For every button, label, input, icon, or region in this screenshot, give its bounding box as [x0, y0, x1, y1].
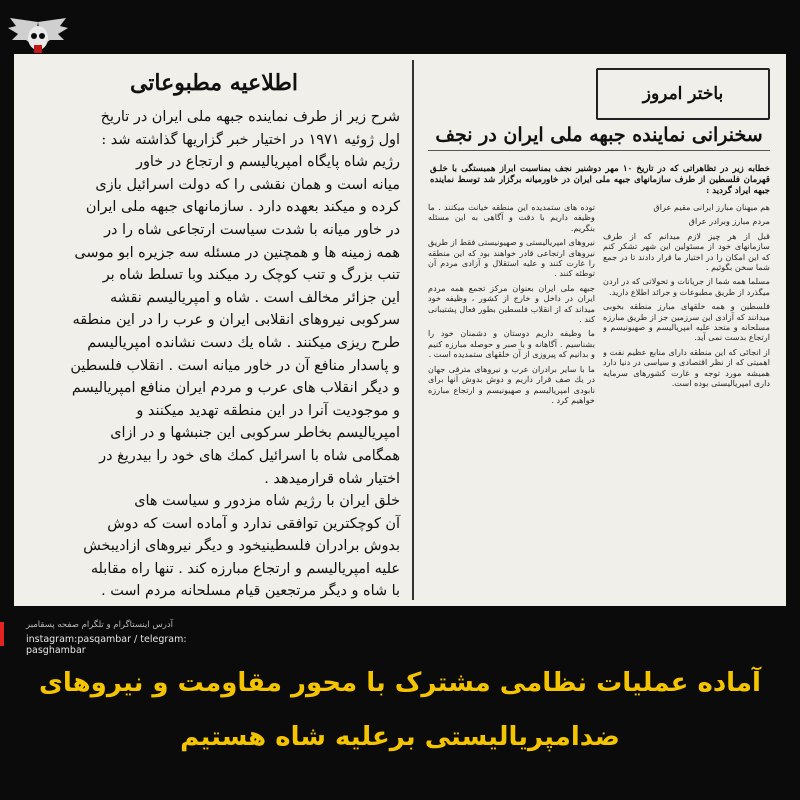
press-line: این جزائر مخالف است . شاه و امپریالیسم نقشه: [109, 289, 400, 306]
article-intro: خطابه زیر در تظاهراتی که در تاریخ ۱۰ مهر دوشنبر نجف بمناسبت ابراز همبستگی با خلـق قهرمان فلسطین از طرف سازمانهای جبهه ملی ایران در خاورمیانه برگزار شد توسط نماینده جبهه ایراد گردید :: [430, 164, 770, 196]
article-headline: سخنرانی نماینده جبهه ملی ایران در نجف: [428, 124, 770, 151]
article-paragraph: توده های ستمدیده این منطقه خیانت میکنند . ما وظیفه داریم با دقت و آگاهی به این مسئله بنگریم.: [428, 202, 595, 233]
press-line: رژیم شاه پایگاه امپریالیسم و ارتجاع در خاور: [136, 154, 400, 171]
social-handle-accounts: instagram:pasqambar / telegram: pasghambar: [26, 634, 187, 656]
article-paragraph: جبهه ملی ایران بعنوان مرکز تجمع همه مردم ایران در داخل و خارج از کشور ، وظیفه خود میداند که از انقلاب فلسطین بطور فعال پشتیبانی کند .: [428, 282, 595, 325]
article-paragraph: ما وظیفه داریم دوستان و دشمنان خود را بشناسیم . آگاهانه و با صبر و حوصله مبارزه کنیم و بدانیم که پیروزی از آن خلقهای ستمدیده است .: [428, 328, 595, 360]
press-line: با شاه و دیگر مرتجعین قیام مسلحانه مردم است .: [101, 583, 400, 600]
press-line: شرح زیر از طرف نماینده جبهه ملی ایران در تاریخ: [100, 109, 400, 125]
press-line: بدوش برادران فلسطینیخود و دیگر نیروهای ازادیبخش: [83, 538, 400, 555]
press-line: تنب بزرگ و تنب کوچک رد میکند وبا تسلط شاه بر: [102, 267, 400, 284]
caption-line-1: آماده عملیات نظامی مشترک با محور مقاومت و نیروهای: [39, 668, 761, 698]
press-release-title: اطلاعیه مطبوعاتی: [129, 70, 299, 96]
press-line: اختیار شاه قرارمیدهد .: [264, 470, 400, 487]
press-line: آن کوچکترین توافقی ندارد و آماده است که دوش: [107, 515, 400, 532]
press-line: و دیگر انقلاب های عرب و مردم ایران منافع امپریالیسم: [71, 380, 400, 397]
press-line: و پاسدار منافع آن در خاور میانه است . انقلاب فلسطین: [70, 357, 400, 374]
article-paragraph: هم میهنان مبارز ایرانی مقیم عراق: [653, 202, 770, 212]
speech-article-column: [420, 60, 780, 600]
article-paragraph: مردم مبارز وبرادر عراق: [688, 216, 770, 227]
press-line: طرح ریزی میکنند . شاه یك دست نشانده امپریالیسم: [87, 334, 400, 351]
article-paragraph: فلسطین و همه خلقهای مبارز منطقه بخوبی میدانند که آزادی این سرزمین جز از طریق مبارزه مسلحانه و متحد علیه امپریالیسم و صهیونیسم و ارتجاع بدست نمی آید.: [603, 301, 770, 343]
article-paragraph: ما با سایر برادران عرب و نیروهای مترقی جهان در یك صف قرار داریم و دوش بدوش آنها برای نابودی امپریالیسم و صهیونیسم و ارتجاع مبارزه خواهیم کرد .: [428, 363, 595, 405]
newspaper-clipping: [14, 54, 786, 606]
press-release-body: [18, 106, 410, 603]
press-line: خلق ایران با رژیم شاه مزدور و سیاست های: [134, 493, 400, 510]
accent-bar: [0, 622, 4, 646]
social-handle: [0, 618, 240, 656]
article-paragraph: قبل از هر چیز لازم میدانم که از طرف سازمانهای خود از مسئولین این شهر تشکر کنم که این امکان را در اختیار ما قرار دادند تا در جمع شما سخن بگوئیم .: [603, 230, 770, 273]
press-line: همه زمینه ها و همچنین در مسئله سه جزیره ابو موسی: [74, 244, 400, 261]
press-release-column: [18, 62, 410, 602]
source-label: باختر امروز: [596, 68, 770, 120]
press-line: در خاور میانه با شدت سیاست ارتجاعی شاه را در: [104, 221, 400, 238]
press-line: و موجودیت آنرا در این منطقه تهدید میکنند و: [136, 402, 400, 419]
caption-headline: [20, 656, 780, 764]
press-line: کرده و میکند بعهده دارد . سازمانهای جبهه ملی ایران: [85, 199, 400, 216]
article-subcolumn-left: [428, 202, 595, 594]
caption-line-2: ضدامپریالیستی برعلیه شاه هستیم: [180, 722, 620, 752]
press-line: میانه است و همان نقشی را که دولت اسرائیل بازی: [95, 176, 400, 193]
social-handle-label: آدرس اینستاگرام و تلگرام صفحه پسقامبر: [26, 620, 174, 630]
press-line: امپریالیسم بخاطر سرکوبی این جنبشها و در ازای: [110, 425, 400, 442]
press-line: اول ژوئیه ۱۹۷۱ در اختیار خبر گزاریها گذاشته شد :: [101, 131, 400, 148]
article-paragraph: از انجائی که این منطقه دارای منابع عظیم نفت و اهمیتی که از نظر اقتصادی و سیاسی در دنیا دارد همیشه مورد توجه و غارت کشورهای سرمایه داری امپریالیستی بوده است.: [603, 346, 770, 389]
article-subcolumn-right: [603, 202, 770, 594]
article-body: [428, 202, 770, 594]
column-divider: [412, 60, 414, 600]
press-line: همگامی شاه با اسرائیل کمك های خود را بیدریغ در: [99, 447, 400, 464]
article-paragraph: نیروهای امپریالیستی و صهیونیستی فقط از طریق نیروهای ارتجاعی قادر خواهند بود که این منطقه را غارت کنند و علیه استقلال و آزادی مردم آن توطئه کنند .: [428, 237, 595, 279]
article-paragraph: مسلما همه شما از جریانات و تحولاتی که در اردن میگذرد از طریق مطبوعات و جرائد اطلاع دارید.: [603, 276, 770, 297]
press-line: سرکوبی نیروهای انقلابی ایران و عرب را در این منطقه: [72, 312, 400, 329]
press-line: علیه امپریالیسم و ارتجاع مبارزه کند . تنها راه مقابله: [90, 560, 400, 577]
